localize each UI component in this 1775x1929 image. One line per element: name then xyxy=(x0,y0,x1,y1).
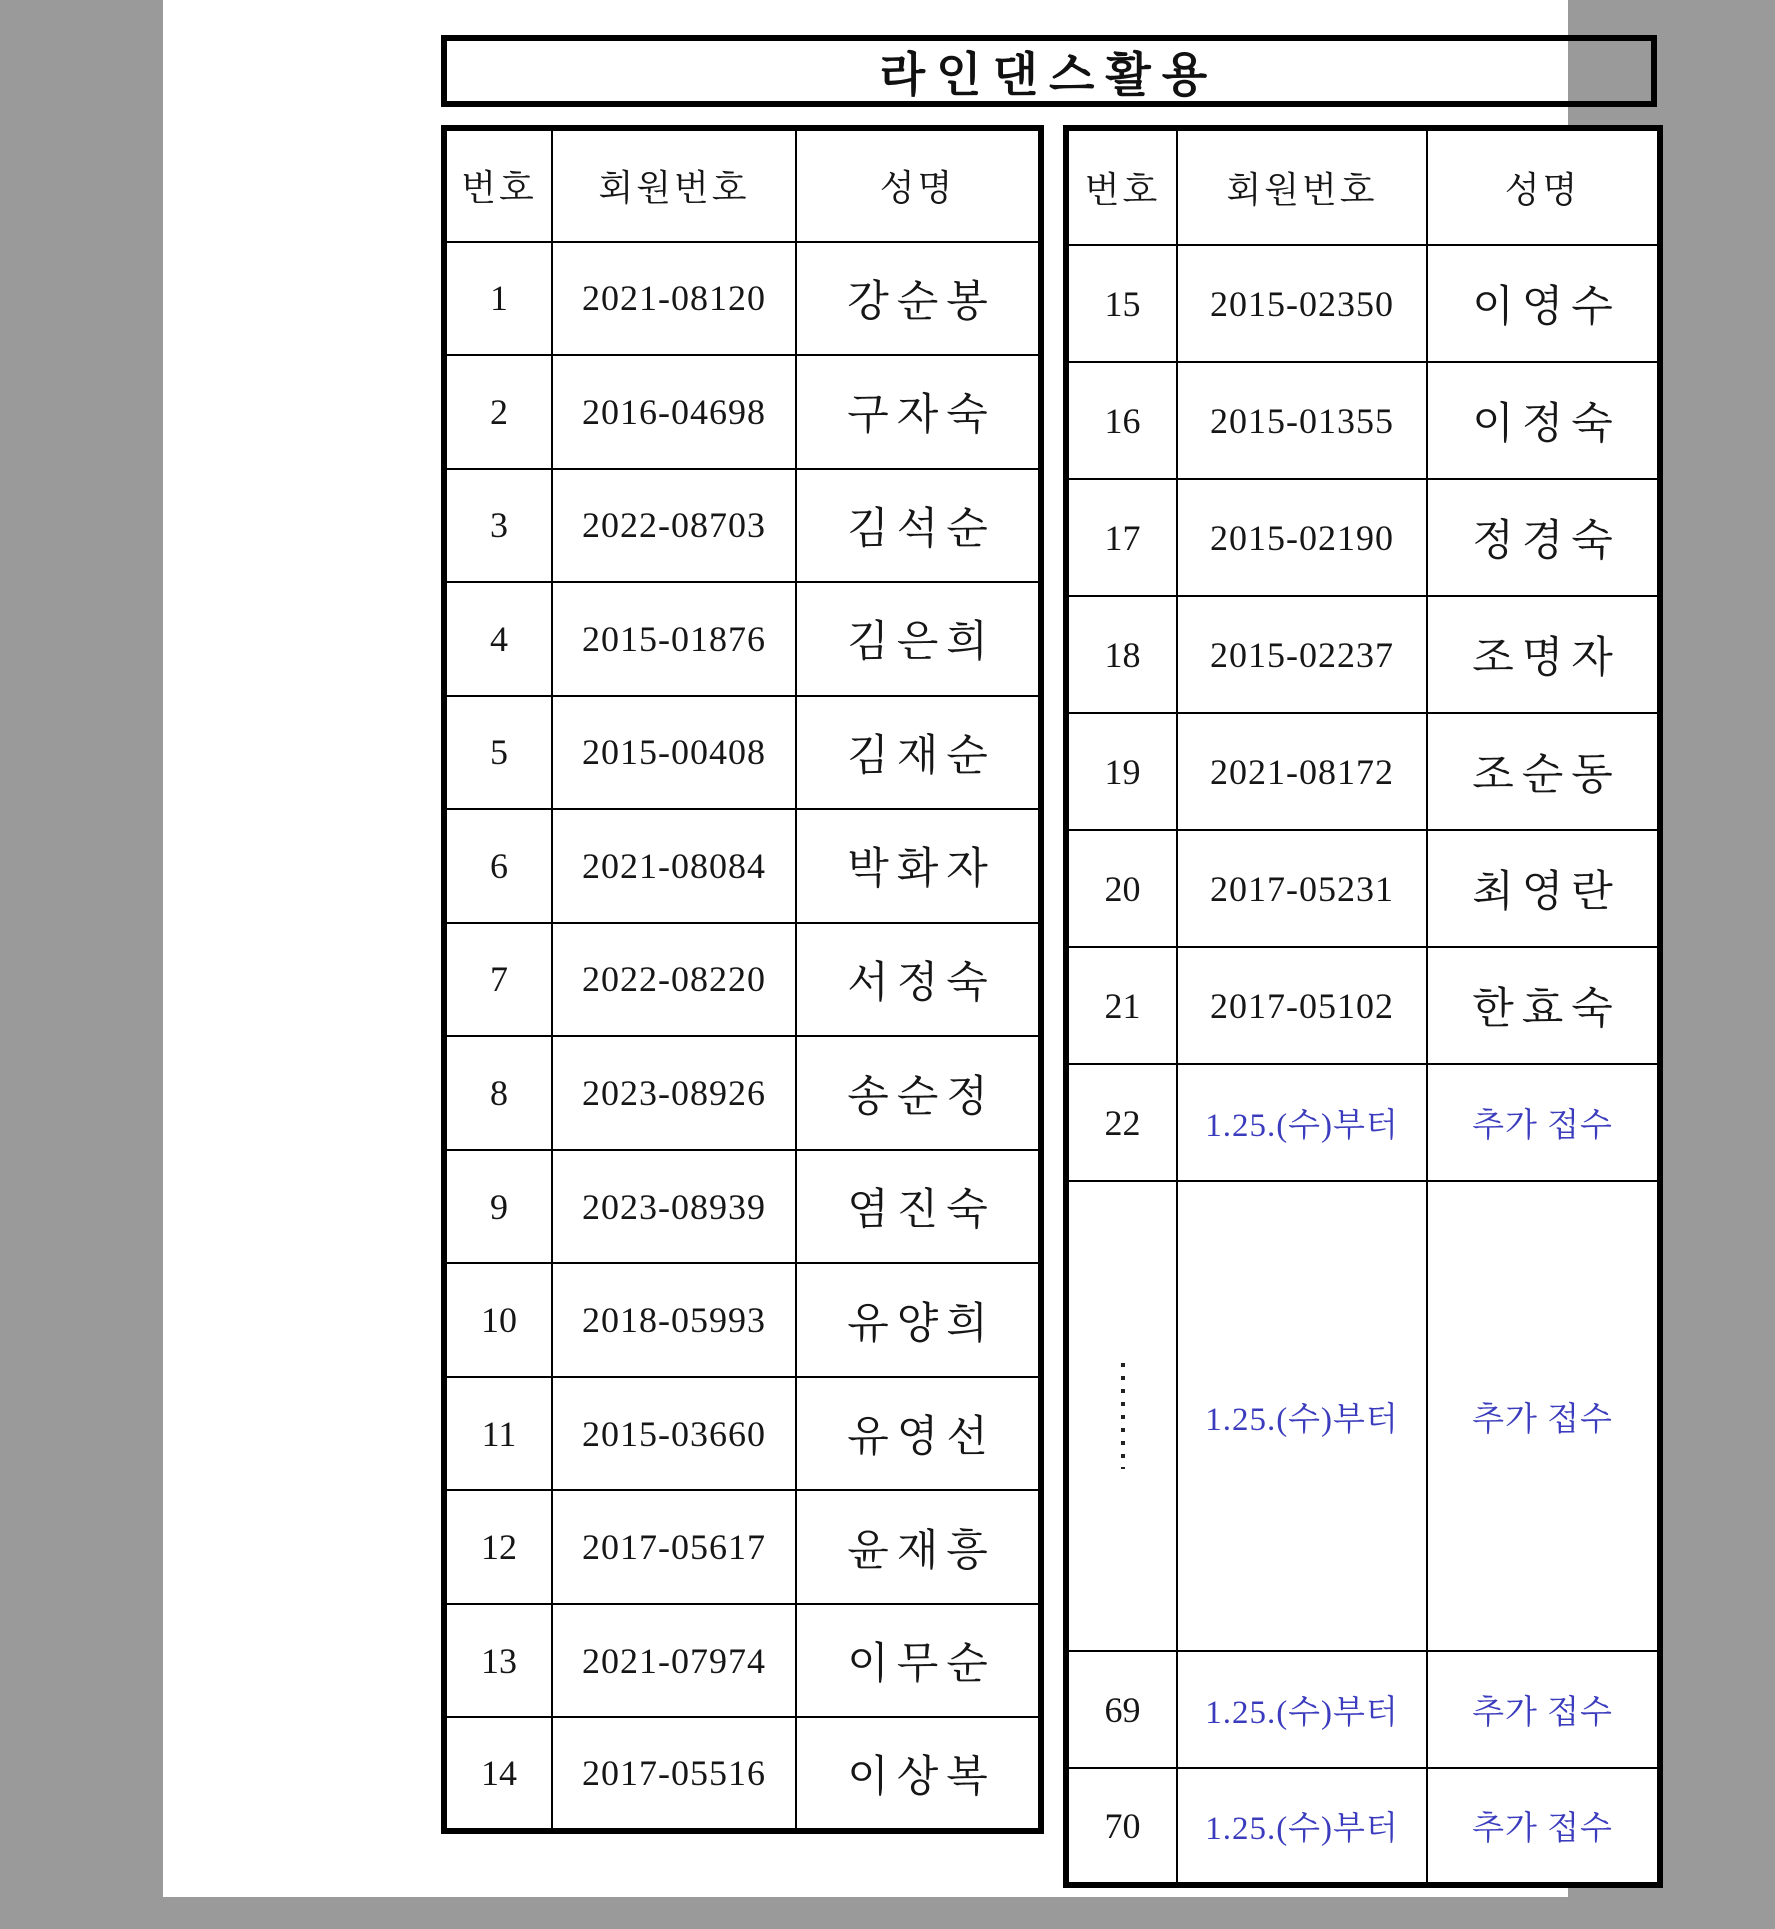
table-row xyxy=(444,1036,1041,1150)
cell-name: 서정숙 xyxy=(796,923,1041,1037)
additional-signup-label: 추가 접수 xyxy=(1472,1108,1613,1144)
table-row-additional xyxy=(1066,1651,1660,1768)
table-row xyxy=(1066,245,1660,362)
cell-member-no: 2023-08926 xyxy=(552,1036,796,1150)
cell-name: 최영란 xyxy=(1427,830,1660,947)
cell-name: 김석순 xyxy=(796,469,1041,583)
cell-no: 8 xyxy=(444,1036,552,1150)
cell-no: 16 xyxy=(1066,362,1177,479)
additional-signup-label: 추가 접수 xyxy=(1472,1401,1613,1438)
cell-member-no: 2017-05102 xyxy=(1177,947,1427,1064)
table-row xyxy=(444,582,1041,696)
cell-name: 조명자 xyxy=(1427,596,1660,713)
cell-no: 22 xyxy=(1066,1064,1177,1181)
cell-member-no: 2015-03660 xyxy=(552,1377,796,1491)
cell-name: 이정숙 xyxy=(1427,362,1660,479)
table-row xyxy=(1066,479,1660,596)
cell-no: 10 xyxy=(444,1263,552,1377)
additional-signup-label: 추가 접수 xyxy=(1472,1695,1613,1731)
additional-signup-label: 추가 접수 xyxy=(1472,1811,1613,1847)
cell-name: 김은희 xyxy=(796,582,1041,696)
table-row xyxy=(1066,830,1660,947)
cell-member-no: 2015-01876 xyxy=(552,582,796,696)
cell-member-no: 2015-02237 xyxy=(1177,596,1427,713)
cell-no: 13 xyxy=(444,1604,552,1718)
cell-name: 김재순 xyxy=(796,696,1041,810)
cell-no: 70 xyxy=(1066,1768,1177,1885)
cell-no: 12 xyxy=(444,1490,552,1604)
cell-member-no: 2017-05516 xyxy=(552,1717,796,1831)
col-header-member-no: 회원번호 xyxy=(552,128,796,242)
cell-member-no: 2015-02350 xyxy=(1177,245,1427,362)
cell-member-no xyxy=(1177,1181,1427,1651)
additional-signup-date: 1.25.(수)부터 xyxy=(1205,1108,1399,1144)
cell-member-no: 2021-08172 xyxy=(1177,713,1427,830)
cell-name: 이상복 xyxy=(796,1717,1041,1831)
table-row xyxy=(444,1377,1041,1491)
cell-no: 15 xyxy=(1066,245,1177,362)
cell-name: 이무순 xyxy=(796,1604,1041,1718)
table-row xyxy=(1066,947,1660,1064)
cell-no: 18 xyxy=(1066,596,1177,713)
cell-name: 유양희 xyxy=(796,1263,1041,1377)
cell-no: 4 xyxy=(444,582,552,696)
cell-name: 염진숙 xyxy=(796,1150,1041,1264)
col-header-no: 번호 xyxy=(1066,128,1177,245)
cell-no: 9 xyxy=(444,1150,552,1264)
cell-name: 한효숙 xyxy=(1427,947,1660,1064)
cell-no-ellipsis xyxy=(1066,1181,1177,1651)
table-row xyxy=(1066,713,1660,830)
cell-no: 20 xyxy=(1066,830,1177,947)
cell-name: 강순봉 xyxy=(796,242,1041,356)
cell-name: 박화자 xyxy=(796,809,1041,923)
cell-member-no xyxy=(1177,1768,1427,1885)
table-row xyxy=(444,809,1041,923)
cell-member-no: 2018-05993 xyxy=(552,1263,796,1377)
col-header-name: 성명 xyxy=(1427,128,1660,245)
cell-name: 유영선 xyxy=(796,1377,1041,1491)
cell-no: 21 xyxy=(1066,947,1177,1064)
cell-name xyxy=(1427,1651,1660,1768)
table-row xyxy=(1066,596,1660,713)
cell-member-no: 2017-05617 xyxy=(552,1490,796,1604)
cell-no: 19 xyxy=(1066,713,1177,830)
cell-no: 7 xyxy=(444,923,552,1037)
cell-name xyxy=(1427,1181,1660,1651)
page-title: 라인댄스활용 xyxy=(879,49,1219,102)
table-row xyxy=(444,355,1041,469)
col-header-no: 번호 xyxy=(444,128,552,242)
cell-member-no xyxy=(1177,1064,1427,1181)
col-header-member-no: 회원번호 xyxy=(1177,128,1427,245)
cell-member-no: 2022-08220 xyxy=(552,923,796,1037)
table-row-merged-additional xyxy=(1066,1181,1660,1651)
table-row xyxy=(444,1263,1041,1377)
cell-no: 5 xyxy=(444,696,552,810)
table-row-additional xyxy=(1066,1064,1660,1181)
cell-no: 11 xyxy=(444,1377,552,1491)
table-row-additional xyxy=(1066,1768,1660,1885)
cell-no: 14 xyxy=(444,1717,552,1831)
table-row xyxy=(444,1150,1041,1264)
additional-signup-date: 1.25.(수)부터 xyxy=(1205,1401,1399,1438)
cell-no: 17 xyxy=(1066,479,1177,596)
document-page xyxy=(163,0,1621,1897)
cell-no: 69 xyxy=(1066,1651,1177,1768)
cell-name xyxy=(1427,1064,1660,1181)
cell-no: 1 xyxy=(444,242,552,356)
cell-name: 구자숙 xyxy=(796,355,1041,469)
additional-signup-date: 1.25.(수)부터 xyxy=(1205,1695,1399,1731)
table-row xyxy=(444,242,1041,356)
cell-no: 2 xyxy=(444,355,552,469)
cell-member-no: 2016-04698 xyxy=(552,355,796,469)
table-row xyxy=(444,469,1041,583)
member-table-left xyxy=(441,125,1044,1834)
cell-name: 조순동 xyxy=(1427,713,1660,830)
cell-member-no: 2015-01355 xyxy=(1177,362,1427,479)
additional-signup-date: 1.25.(수)부터 xyxy=(1205,1811,1399,1847)
table-row xyxy=(444,923,1041,1037)
col-header-name: 성명 xyxy=(796,128,1041,242)
cell-member-no: 2021-08120 xyxy=(552,242,796,356)
table-row xyxy=(444,1717,1041,1831)
header-row xyxy=(1066,128,1660,245)
table-row xyxy=(444,1490,1041,1604)
header-row xyxy=(444,128,1041,242)
cell-member-no: 2017-05231 xyxy=(1177,830,1427,947)
cell-member-no: 2022-08703 xyxy=(552,469,796,583)
cell-name xyxy=(1427,1768,1660,1885)
table-row xyxy=(1066,362,1660,479)
cell-member-no xyxy=(1177,1651,1427,1768)
cell-no: 6 xyxy=(444,809,552,923)
table-row xyxy=(444,696,1041,810)
title-box xyxy=(441,35,1657,107)
cell-member-no: 2015-00408 xyxy=(552,696,796,810)
cell-name: 윤재흥 xyxy=(796,1490,1041,1604)
cell-member-no: 2021-07974 xyxy=(552,1604,796,1718)
cell-member-no: 2023-08939 xyxy=(552,1150,796,1264)
cell-name: 이영수 xyxy=(1427,245,1660,362)
cell-name: 송순정 xyxy=(796,1036,1041,1150)
cell-member-no: 2021-08084 xyxy=(552,809,796,923)
cell-no: 3 xyxy=(444,469,552,583)
table-row xyxy=(444,1604,1041,1718)
cell-name: 정경숙 xyxy=(1427,479,1660,596)
cell-member-no: 2015-02190 xyxy=(1177,479,1427,596)
member-table-right xyxy=(1063,125,1663,1888)
vertical-ellipsis-icon xyxy=(1121,1363,1125,1469)
